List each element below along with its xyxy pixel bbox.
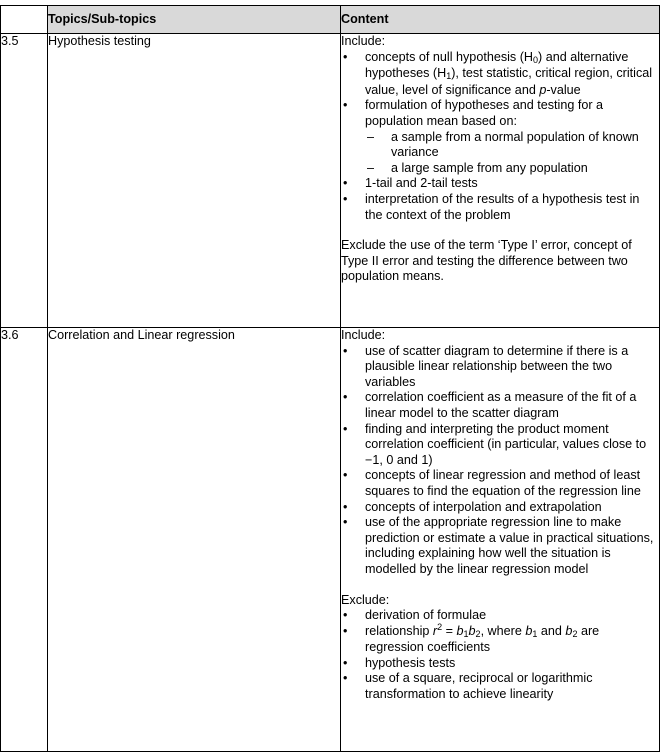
row-topic: Correlation and Linear regression: [48, 328, 341, 752]
row-content: [341, 34, 660, 328]
row-number: 3.5: [1, 34, 48, 328]
list-item: • concepts of linear regression and method of least squares to find the equation of the regression line: [341, 468, 659, 499]
list-item: • use of the appropriate regression line to make prediction or estimate a value in practical situations, including explaining how well the situation is modelled by the linear regression model: [341, 515, 659, 577]
list-item: • concepts of interpolation and extrapolation: [341, 500, 659, 516]
header-number-cell: [1, 6, 48, 34]
list-item: • interpretation of the results of a hypothesis test in the context of the problem: [341, 192, 659, 223]
row-number: 3.6: [1, 328, 48, 752]
include-label: Include:: [341, 328, 386, 342]
sub-list-item: – a large sample from any population: [365, 161, 659, 177]
list-item: • use of a square, reciprocal or logarithmic transformation to achieve linearity: [341, 671, 659, 702]
header-content: Content: [341, 6, 660, 34]
include-list: [341, 50, 659, 224]
list-item: • 1-tail and 2-tail tests: [341, 176, 659, 192]
list-item: • use of scatter diagram to determine if there is a plausible linear relationship between the two variables: [341, 344, 659, 391]
sub-list-item: – a sample from a normal population of known variance: [365, 130, 659, 161]
header-row: [1, 6, 660, 34]
exclude-list: [341, 608, 659, 703]
list-item: • correlation coefficient as a measure of the fit of a linear model to the scatter diagram: [341, 390, 659, 421]
row-content: [341, 328, 660, 752]
table-row: [1, 328, 660, 752]
sub-list: [365, 130, 659, 177]
list-item: • concepts of null hypothesis $(H_0)$ and alternative hypotheses $(H_1)$, test statistic, critical region, critical value, level of significance and p-value: [341, 50, 659, 99]
syllabus-table: [0, 5, 660, 752]
include-list: [341, 344, 659, 578]
list-item: • derivation of formulae: [341, 608, 659, 624]
exclude-label: Exclude:: [341, 592, 390, 607]
list-item: • finding and interpreting the product moment correlation coefficient (in particular, values close to −1, 0 and 1): [341, 422, 659, 469]
exclude-note: Exclude the use of the term ‘Type I’ error, concept of Type II error and testing the difference between two population means.: [341, 238, 632, 284]
list-item: • hypothesis tests: [341, 656, 659, 672]
list-item: • formulation of hypotheses and testing for a population mean based on: – a sample from a normal population of known variance – a large sample from any population: [341, 98, 659, 176]
list-item: • relationship $r^2 = b_1b_2$, where $b_1$ and $b_2$ are regression coefficients: [341, 624, 659, 656]
row-topic: Hypothesis testing: [48, 34, 341, 328]
header-topics: Topics/Sub-topics: [48, 6, 341, 34]
include-label: Include:: [341, 34, 386, 48]
table-row: [1, 34, 660, 328]
